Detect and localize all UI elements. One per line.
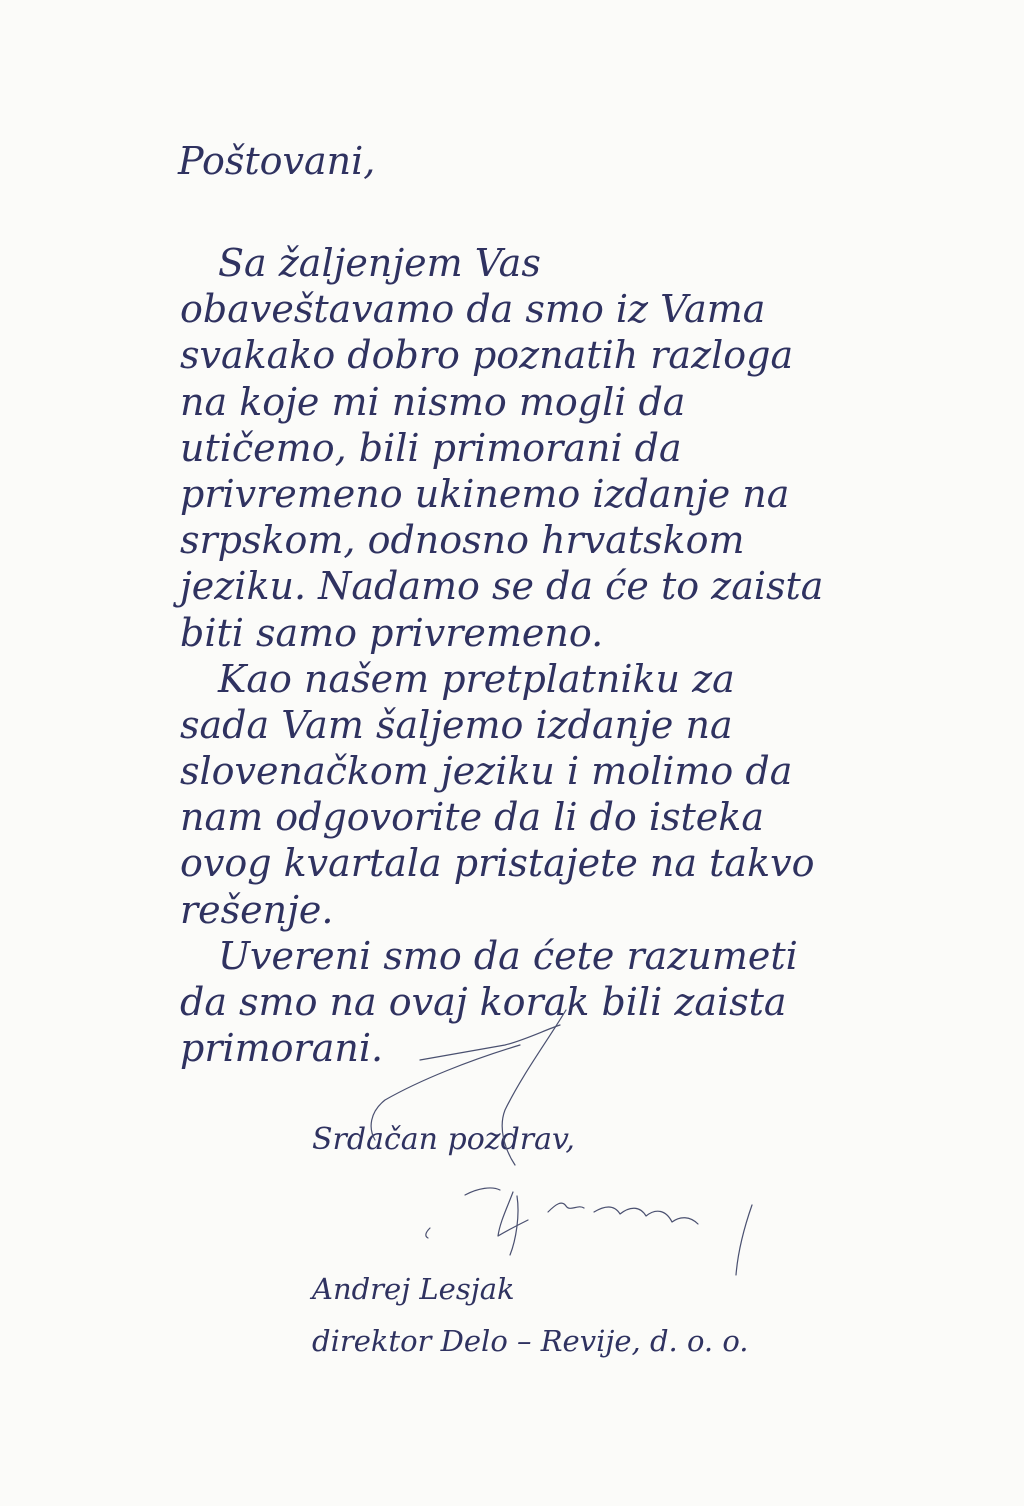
letter-line: Uvereni smo da ćete razumeti (218, 933, 798, 978)
signatory-title: direktor Delo – Revije, d. o. o. (312, 1324, 749, 1358)
letter-line: sada Vam šaljemo izdanje na (180, 702, 733, 747)
letter-line: nam odgovorite da li do isteka (180, 795, 764, 840)
letter-line: svakako dobro poznatih razloga (180, 333, 794, 378)
letter-line: biti samo privremeno. (180, 610, 604, 655)
greeting: Poštovani, (178, 139, 376, 183)
letter-line: na koje mi nismo mogli da (180, 379, 686, 424)
letter-line: rešenje. (180, 887, 334, 932)
letter-line: privremeno ukinemo izdanje na (180, 471, 790, 516)
letter-line: primorani. (180, 1026, 384, 1071)
letter-line: Sa žaljenjem Vas (218, 241, 541, 285)
letter-line: slovenačkom jeziku i molimo da (180, 749, 793, 794)
letter-line: srpskom, odnosno hrvatskom (180, 518, 745, 563)
letter-line: jeziku. Nadamo se da će to zaista (180, 564, 824, 609)
letter-line: utičemo, bili primorani da (180, 425, 682, 470)
signatory-name: Andrej Lesjak (312, 1272, 515, 1306)
closing-salutation: Srdačan pozdrav, (312, 1122, 575, 1157)
letter-line: Kao našem pretplatniku za (218, 656, 735, 701)
signature-block (312, 1263, 749, 1367)
letter-body (180, 240, 880, 1071)
letter-line: da smo na ovaj korak bili zaista (180, 980, 787, 1024)
letter-line: ovog kvartala pristajete na takvo (180, 841, 815, 886)
letter-line: obaveštavamo da smo iz Vama (180, 287, 766, 332)
